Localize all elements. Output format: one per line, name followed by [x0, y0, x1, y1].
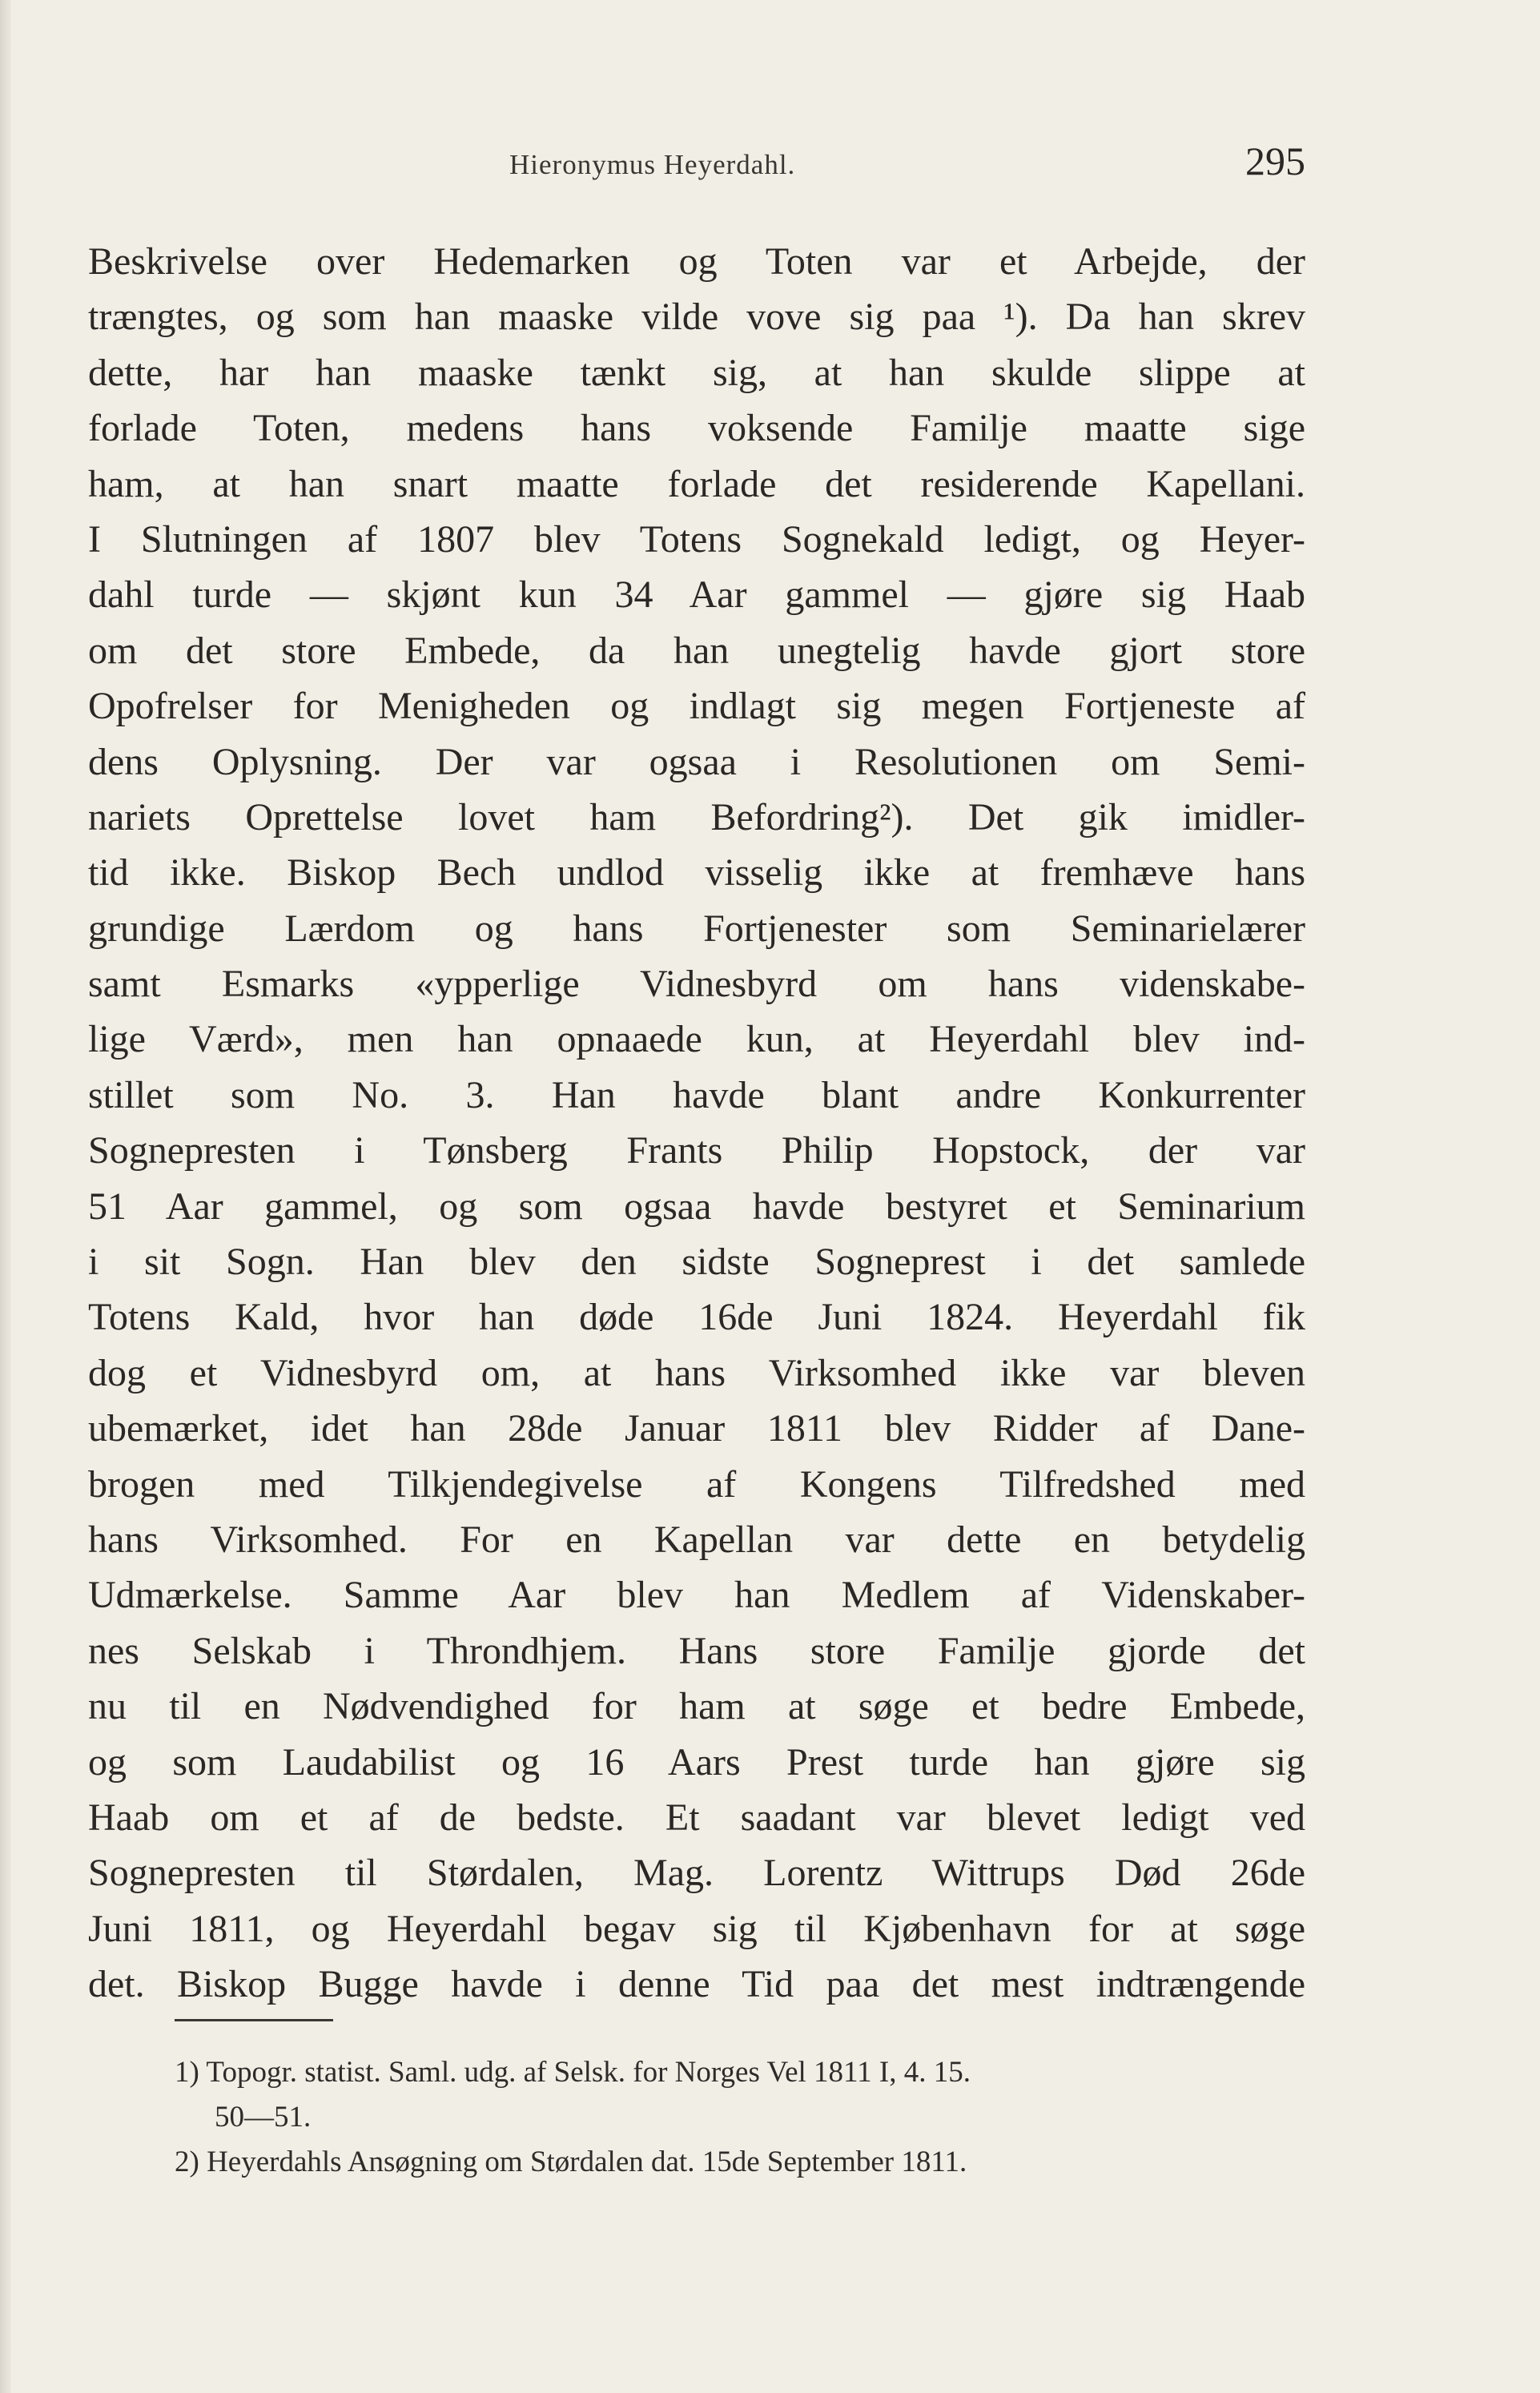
text-line: stillet som No. 3. Han havde blant andre Konkurrenter	[88, 1073, 1305, 1116]
text-line: grundige Lærdom og hans Fortjenester som Seminarielærer	[88, 907, 1305, 950]
text-line: lige Værd», men han opnaaede kun, at Heyerdahl blev ind-	[88, 1018, 1305, 1061]
text-line: nu til en Nødvendighed for ham at søge et bedre Embede,	[88, 1685, 1305, 1728]
text-line: Sognepresten til Størdalen, Mag. Lorentz Wittrups Død 26de	[88, 1852, 1305, 1895]
footnote-separator	[175, 2019, 333, 2021]
text-line: Haab om et af de bedste. Et saadant var blevet ledigt ved	[88, 1796, 1305, 1839]
footnote-1	[175, 2050, 1309, 2095]
text-line: ham, at han snart maatte forlade det residerende Kapellani.	[88, 462, 1305, 505]
text-line: Udmærkelse. Samme Aar blev han Medlem af Videnskaber-	[88, 1574, 1305, 1617]
text-line: Opofrelser for Menigheden og indlagt sig megen Fortjeneste af	[88, 685, 1305, 728]
text-line: tid ikke. Biskop Bech undlod visselig ikke at fremhæve hans	[88, 851, 1305, 895]
text-line: nariets Oprettelse lovet ham Befordring²). Det gik imidler-	[88, 795, 1305, 839]
body-text	[88, 234, 1305, 2013]
text-line: dog et Vidnesbyrd om, at hans Virksomhed ikke var bleven	[88, 1351, 1305, 1394]
page-header	[88, 135, 1305, 183]
text-line: om det store Embede, da han unegtelig havde gjort store	[88, 629, 1305, 672]
text-line: og som Laudabilist og 16 Aars Prest turde han gjøre sig	[88, 1740, 1305, 1784]
text-line: dens Oplysning. Der var ogsaa i Resolutionen om Semi-	[88, 740, 1305, 783]
text-line: i sit Sogn. Han blev den sidste Sogneprest i det samlede	[88, 1241, 1305, 1284]
text-line: samt Esmarks «ypperlige Vidnesbyrd om hans videnskabe-	[88, 963, 1305, 1006]
running-head: Hieronymus Heyerdahl.	[509, 149, 796, 180]
footnote-text: Topogr. statist. Saml. udg. af Selsk. for Norges Vel 1811 I, 4. 15.	[206, 2056, 971, 2089]
text-line: brogen med Tilkjendegivelse af Kongens Tilfredshed med	[88, 1462, 1305, 1506]
footnote-text: Heyerdahls Ansøgning om Størdalen dat. 15de September 1811.	[207, 2146, 967, 2178]
text-line: Beskrivelse over Hedemarken og Toten var et Arbejde, der	[88, 240, 1305, 283]
footnote-marker: 2)	[175, 2146, 199, 2178]
text-line: dette, har han maaske tænkt sig, at han skulde slippe at	[88, 351, 1305, 394]
footnote-1-continuation: 50—51.	[215, 2101, 312, 2134]
text-line: trængtes, og som han maaske vilde vove sig paa ¹). Da han skrev	[88, 296, 1305, 339]
text-line: I Slutningen af 1807 blev Totens Sognekald ledigt, og Heyer-	[88, 517, 1305, 561]
footnote-marker: 1)	[175, 2056, 199, 2089]
text-line: nes Selskab i Throndhjem. Hans store Familje gjorde det	[88, 1629, 1305, 1672]
page-edge	[0, 0, 11, 2393]
footnote-2	[175, 2140, 1309, 2185]
text-line: Juni 1811, og Heyerdahl begav sig til Kjøbenhavn for at søge	[88, 1907, 1305, 1950]
text-line: hans Virksomhed. For en Kapellan var dette en betydelig	[88, 1518, 1305, 1561]
text-line: dahl turde — skjønt kun 34 Aar gammel — gjøre sig Haab	[88, 573, 1305, 617]
text-line: det. Biskop Bugge havde i denne Tid paa det mest indtrængende	[88, 1963, 1305, 2006]
text-line: Totens Kald, hvor han døde 16de Juni 1824. Heyerdahl fik	[88, 1296, 1305, 1339]
footnotes	[175, 2050, 1309, 2185]
text-line: 51 Aar gammel, og som ogsaa havde bestyret et Seminarium	[88, 1184, 1305, 1228]
page-number: 295	[1245, 139, 1305, 183]
text-line: Sognepresten i Tønsberg Frants Philip Hopstock, der var	[88, 1129, 1305, 1172]
text-line: ubemærket, idet han 28de Januar 1811 blev Ridder af Dane-	[88, 1407, 1305, 1450]
text-line: forlade Toten, medens hans voksende Familje maatte sige	[88, 407, 1305, 450]
